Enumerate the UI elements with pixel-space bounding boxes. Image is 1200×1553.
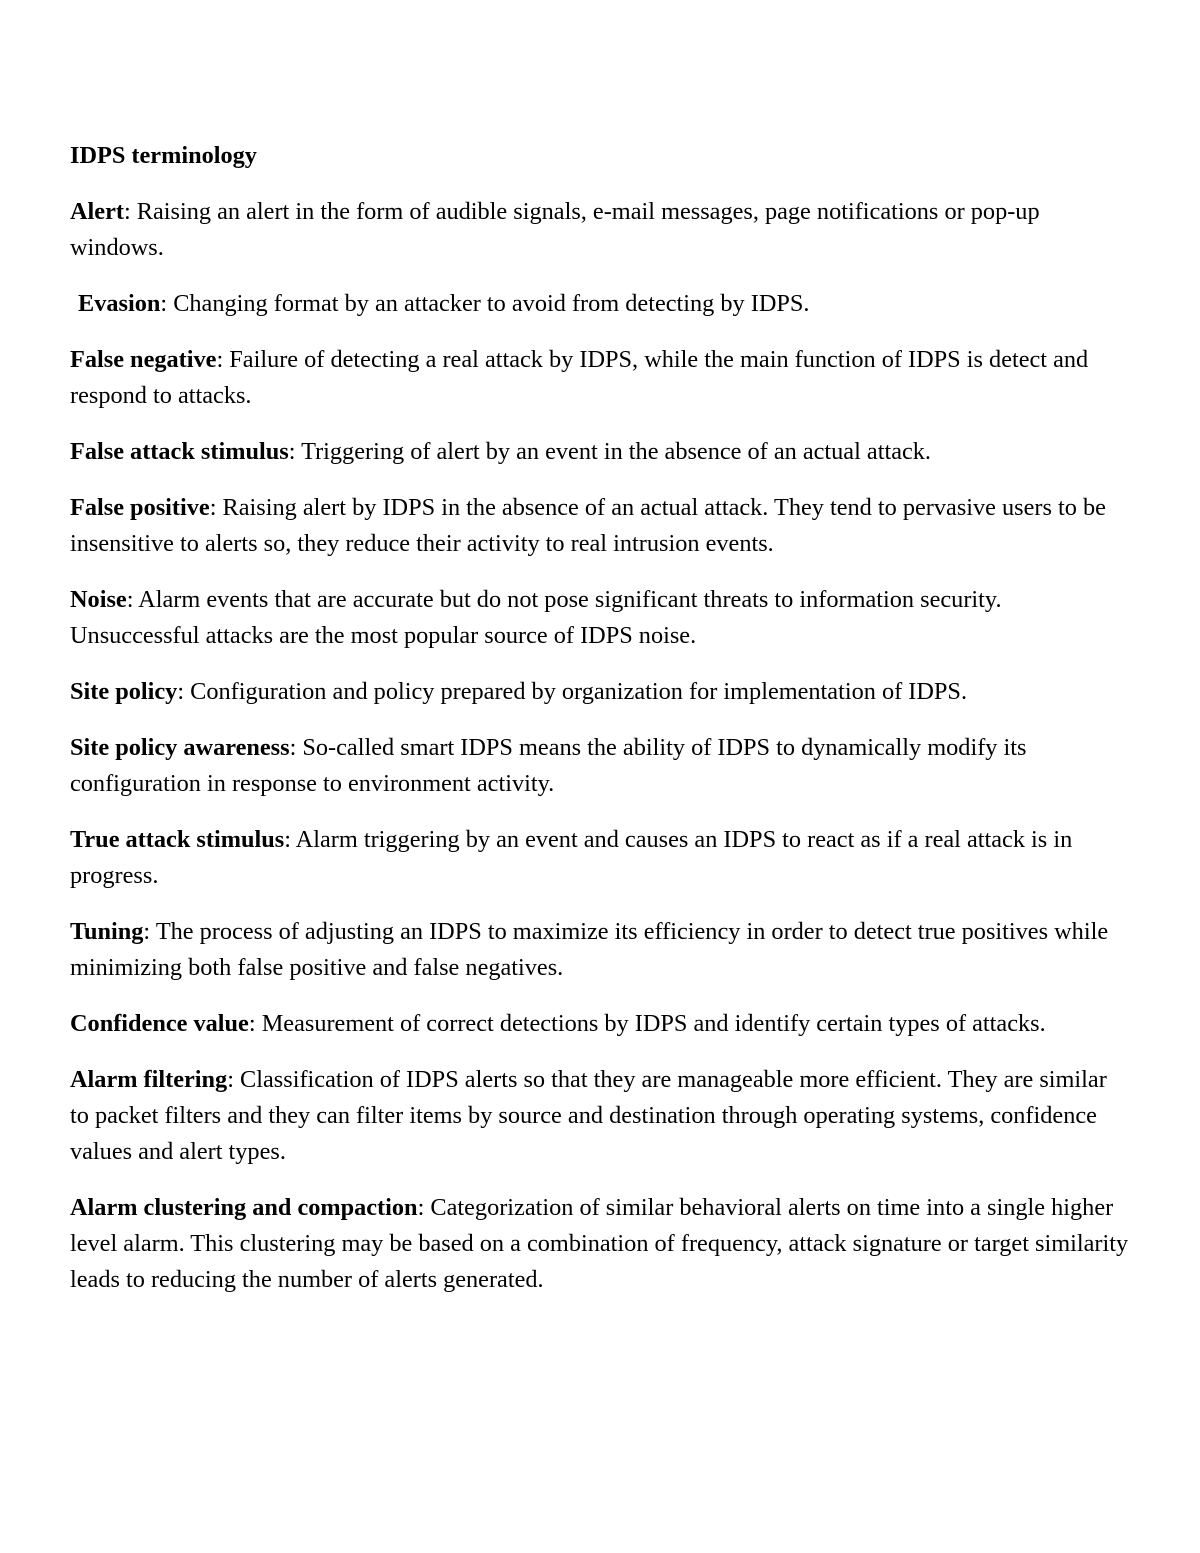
- term-label: Alert: [70, 198, 124, 225]
- term-label: False negative: [70, 346, 217, 373]
- term-definition: Configuration and policy prepared by organization for implementation of IDPS.: [190, 678, 968, 705]
- term-entry-alarm-filtering: Alarm filtering: Classification of IDPS alerts so that they are manageable more efficient. They are similar to packet filters and they can filter items by source and destination through operating systems, confidence values and alert types.: [70, 1066, 1107, 1165]
- term-entry-confidence-value: Confidence value: Measurement of correct detections by IDPS and identify certain types of attacks.: [70, 1010, 1046, 1037]
- term-definition: So-called smart IDPS means the ability of IDPS to dynamically modify its configuration in response to environment activity.: [70, 734, 1027, 797]
- term-definition: Failure of detecting a real attack by IDPS, while the main function of IDPS is detect and respond to attacks.: [70, 346, 1089, 409]
- term-definition: Changing format by an attacker to avoid from detecting by IDPS.: [173, 290, 810, 317]
- term-definition: Categorization of similar behavioral alerts on time into a single higher level alarm. This clustering may be based on a combination of frequency, attack signature or target similarity leads to reducing the number of alerts generated.: [70, 1194, 1129, 1293]
- term-entry-alert: Alert: Raising an alert in the form of audible signals, e-mail messages, page notifications or pop-up windows.: [70, 198, 1040, 261]
- term-definition: Alarm events that are accurate but do not pose significant threats to information security. Unsuccessful attacks are the most popular source of IDPS noise.: [70, 586, 1002, 649]
- term-label: Alarm filtering: [70, 1066, 228, 1093]
- document-page: [70, 138, 1130, 1318]
- term-definition: Raising alert by IDPS in the absence of an actual attack. They tend to pervasive users to be insensitive to alerts so, they reduce their activity to real intrusion events.: [70, 494, 1106, 557]
- term-label: False attack stimulus: [70, 438, 289, 465]
- term-definition: Raising an alert in the form of audible signals, e-mail messages, page notifications or pop-up windows.: [70, 198, 1040, 261]
- term-label: Site policy awareness: [70, 734, 290, 761]
- term-entry-tuning: Tuning: The process of adjusting an IDPS to maximize its efficiency in order to detect true positives while minimizing both false positive and false negatives.: [70, 918, 1109, 981]
- term-definition: Measurement of correct detections by IDPS and identify certain types of attacks.: [261, 1010, 1046, 1037]
- term-entry-site-policy: Site policy: Configuration and policy prepared by organization for implementation of IDPS.: [70, 678, 968, 705]
- term-entry-false-negative: False negative: Failure of detecting a real attack by IDPS, while the main function of IDPS is detect and respond to attacks.: [70, 346, 1089, 409]
- term-entry-true-attack-stimulus: True attack stimulus: Alarm triggering by an event and causes an IDPS to react as if a real attack is in progress.: [70, 826, 1073, 889]
- term-label: Alarm clustering and compaction: [70, 1194, 418, 1221]
- term-entry-site-policy-awareness: Site policy awareness: So-called smart IDPS means the ability of IDPS to dynamically modify its configuration in response to environment activity.: [70, 734, 1027, 797]
- term-label: Site policy: [70, 678, 178, 705]
- term-label: False positive: [70, 494, 210, 521]
- term-label: True attack stimulus: [70, 826, 285, 853]
- term-entry-false-positive: False positive: Raising alert by IDPS in the absence of an actual attack. They tend to pervasive users to be insensitive to alerts so, they reduce their activity to real intrusion events.: [70, 494, 1106, 557]
- term-label: Noise: [70, 586, 127, 613]
- term-definition: Triggering of alert by an event in the absence of an actual attack.: [301, 438, 931, 465]
- term-entry-false-attack-stimulus: False attack stimulus: Triggering of alert by an event in the absence of an actual attack.: [70, 438, 931, 465]
- term-definition: The process of adjusting an IDPS to maximize its efficiency in order to detect true positives while minimizing both false positive and false negatives.: [70, 918, 1109, 981]
- term-definition: Classification of IDPS alerts so that they are manageable more efficient. They are similar to packet filters and they can filter items by source and destination through operating systems, confidence values and alert types.: [70, 1066, 1107, 1165]
- term-label: Evasion: [78, 290, 161, 317]
- term-entry-alarm-clustering-and-compaction: Alarm clustering and compaction: Categorization of similar behavioral alerts on time into a single higher level alarm. This clustering may be based on a combination of frequency, attack signature or target similarity leads to reducing the number of alerts generated.: [70, 1194, 1129, 1293]
- page-title: IDPS terminology: [70, 142, 257, 169]
- term-label: Confidence value: [70, 1010, 249, 1037]
- term-entry-evasion: Evasion: Changing format by an attacker to avoid from detecting by IDPS.: [78, 290, 810, 317]
- term-definition: Alarm triggering by an event and causes an IDPS to react as if a real attack is in progress.: [70, 826, 1073, 889]
- term-label: Tuning: [70, 918, 144, 945]
- term-entry-noise: Noise: Alarm events that are accurate but do not pose significant threats to information security. Unsuccessful attacks are the most popular source of IDPS noise.: [70, 586, 1002, 649]
